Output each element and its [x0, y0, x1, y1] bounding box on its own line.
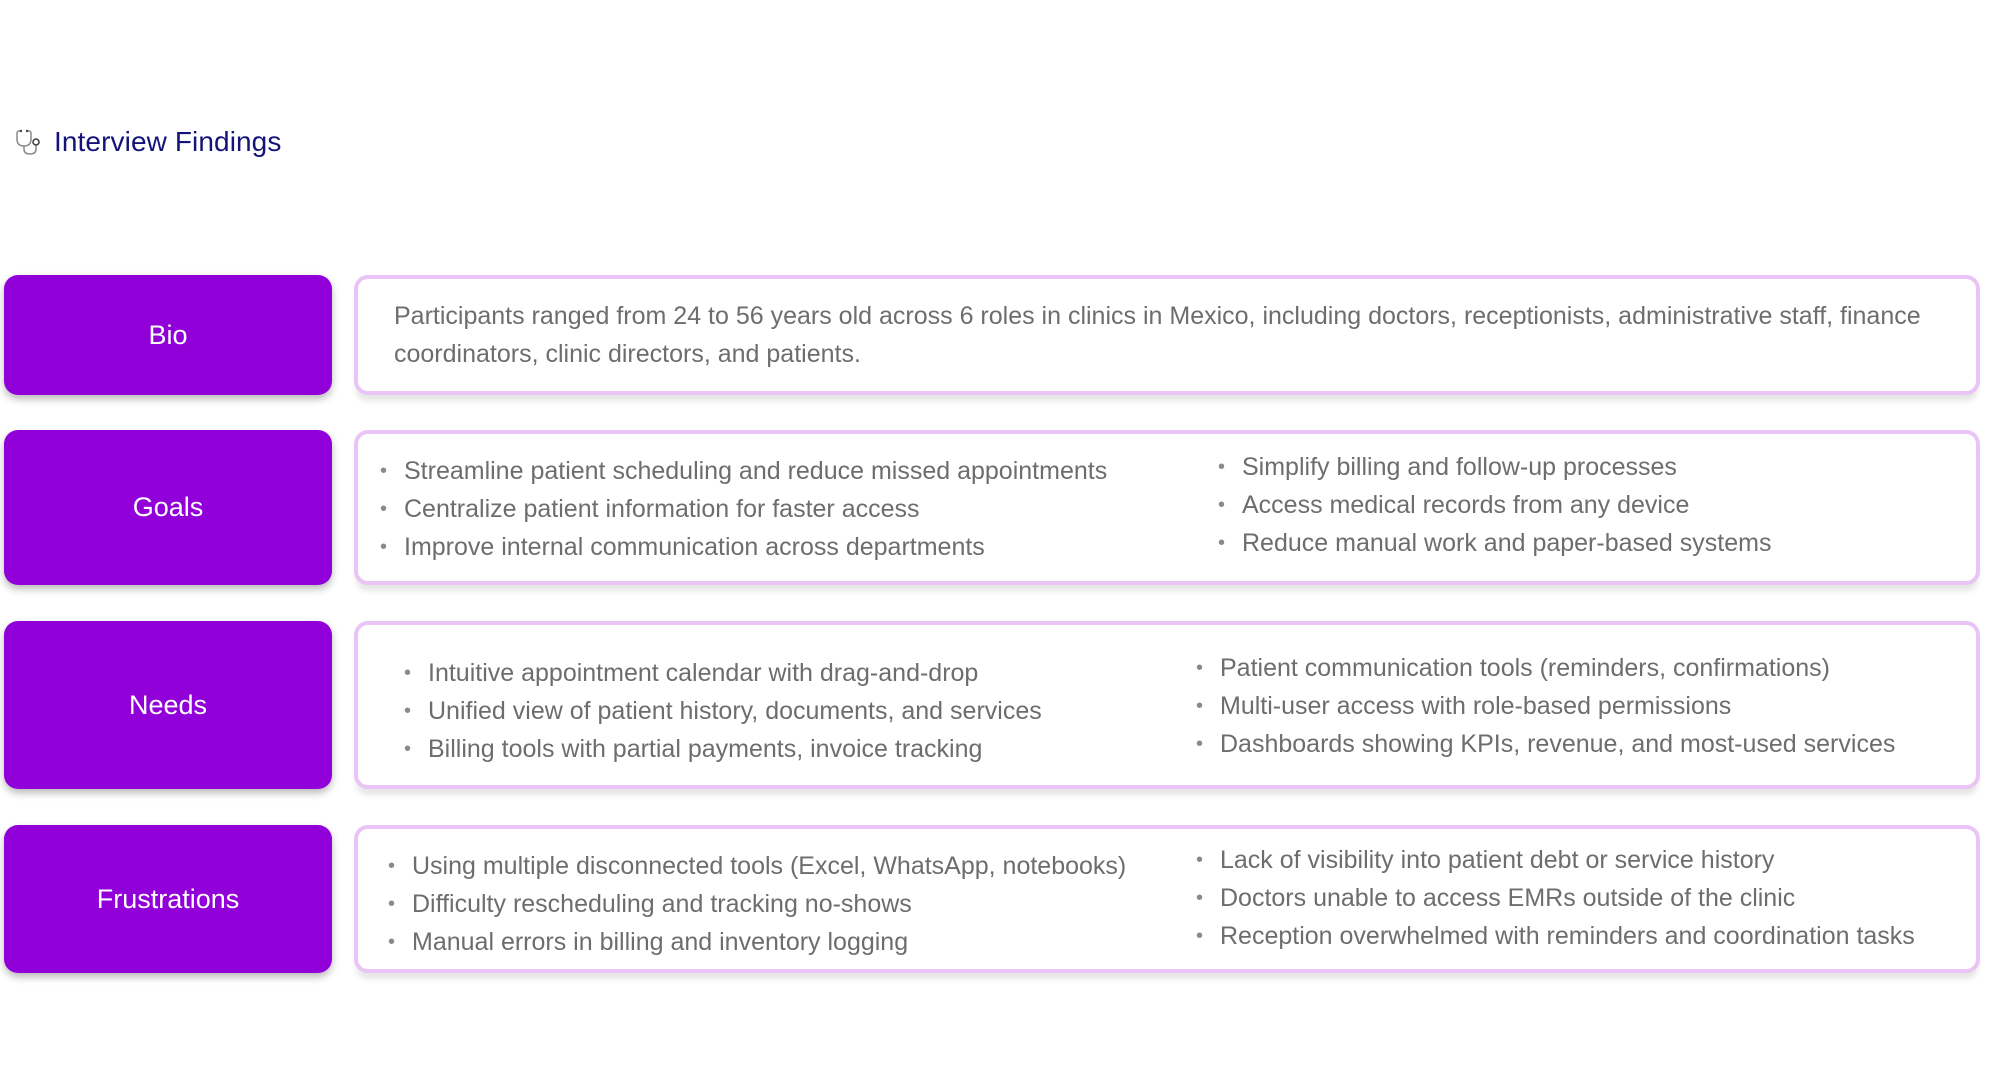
- needs-list-left: [404, 654, 1042, 768]
- bio-panel: [354, 275, 1980, 395]
- list-item: • Doctors unable to access EMRs outside of the clinic: [1196, 879, 1915, 917]
- goals-list-right: [1218, 448, 1771, 562]
- page-header: [14, 126, 281, 158]
- list-item: • Patient communication tools (reminders, confirmations): [1196, 649, 1895, 687]
- bio-text: Participants ranged from 24 to 56 years old across 6 roles in clinics in Mexico, including doctors, receptionists, administrative staff, finance coordinators, clinic directors, and patients.: [394, 302, 1921, 368]
- list-item: • Access medical records from any device: [1218, 486, 1771, 524]
- list-item: • Simplify billing and follow-up processes: [1218, 448, 1771, 486]
- frustrations-list-right: [1196, 841, 1915, 955]
- list-item: • Improve internal communication across departments: [380, 528, 1107, 566]
- goals-list-left: [380, 452, 1107, 566]
- list-item: • Reception overwhelmed with reminders and coordination tasks: [1196, 917, 1915, 955]
- list-item: • Streamline patient scheduling and reduce missed appointments: [380, 452, 1107, 490]
- needs-list-right: [1196, 649, 1895, 763]
- list-item: • Intuitive appointment calendar with drag-and-drop: [404, 654, 1042, 692]
- list-item: • Dashboards showing KPIs, revenue, and most-used services: [1196, 725, 1895, 763]
- goals-panel: [354, 430, 1980, 585]
- list-item: • Reduce manual work and paper-based systems: [1218, 524, 1771, 562]
- list-item: • Multi-user access with role-based permissions: [1196, 687, 1895, 725]
- list-item: • Manual errors in billing and inventory logging: [388, 923, 1126, 961]
- list-item: • Centralize patient information for faster access: [380, 490, 1107, 528]
- list-item: • Billing tools with partial payments, invoice tracking: [404, 730, 1042, 768]
- frustrations-panel: [354, 825, 1980, 973]
- list-item: • Lack of visibility into patient debt or service history: [1196, 841, 1915, 879]
- stethoscope-icon: [14, 127, 44, 157]
- list-item: • Using multiple disconnected tools (Excel, WhatsApp, notebooks): [388, 847, 1126, 885]
- goals-label: Goals: [4, 430, 332, 585]
- frustrations-list-left: [388, 847, 1126, 961]
- needs-panel: [354, 621, 1980, 789]
- frustrations-label: Frustrations: [4, 825, 332, 973]
- page-title: Interview Findings: [54, 126, 282, 157]
- list-item: • Unified view of patient history, documents, and services: [404, 692, 1042, 730]
- bio-label: Bio: [4, 275, 332, 395]
- list-item: • Difficulty rescheduling and tracking no-shows: [388, 885, 1126, 923]
- needs-label: Needs: [4, 621, 332, 789]
